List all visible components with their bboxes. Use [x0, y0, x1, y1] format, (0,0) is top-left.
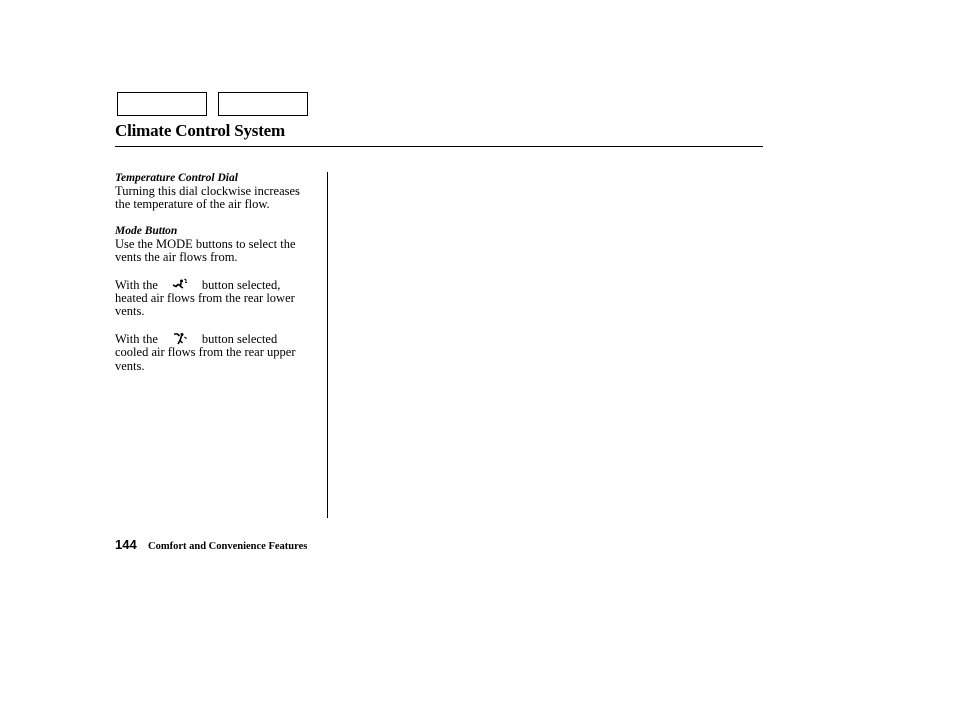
page-title: Climate Control System [115, 121, 285, 140]
body-line [115, 278, 325, 292]
upper-mode-paragraph [115, 332, 325, 373]
text-run: button selected [201, 331, 278, 346]
footer-section-title: Comfort and Convenience Features [148, 541, 308, 552]
column-divider [327, 172, 328, 518]
body-line: cooled air flows from the rear upper [115, 345, 296, 360]
body-line: Turning this dial clockwise increases [115, 184, 300, 198]
nav-tab-box-2[interactable] [218, 92, 308, 116]
body-line: heated air flows from the rear lower [115, 291, 295, 306]
body-line: vents the air flows from. [115, 250, 238, 265]
title-divider [115, 146, 763, 147]
body-line: vents. [115, 358, 145, 373]
nav-tab-box-1[interactable] [117, 92, 207, 116]
text-run: With the [115, 277, 158, 292]
temperature-dial-section [115, 172, 325, 212]
body-line: the temperature of the air flow. [115, 197, 270, 212]
page-number: 144 [115, 537, 137, 552]
body-line [115, 332, 325, 346]
text-run: button selected, [201, 277, 281, 292]
section-heading: Temperature Control Dial [115, 172, 238, 184]
floor-vent-mode-icon [158, 278, 202, 291]
text-run: With the [115, 331, 158, 346]
content-column [115, 172, 325, 386]
floor-mode-paragraph [115, 278, 325, 319]
mode-button-section [115, 225, 325, 265]
section-heading: Mode Button [115, 224, 178, 237]
body-line: vents. [115, 304, 145, 319]
body-line: Use the MODE buttons to select the [115, 236, 296, 251]
upper-vent-mode-icon [158, 332, 202, 345]
